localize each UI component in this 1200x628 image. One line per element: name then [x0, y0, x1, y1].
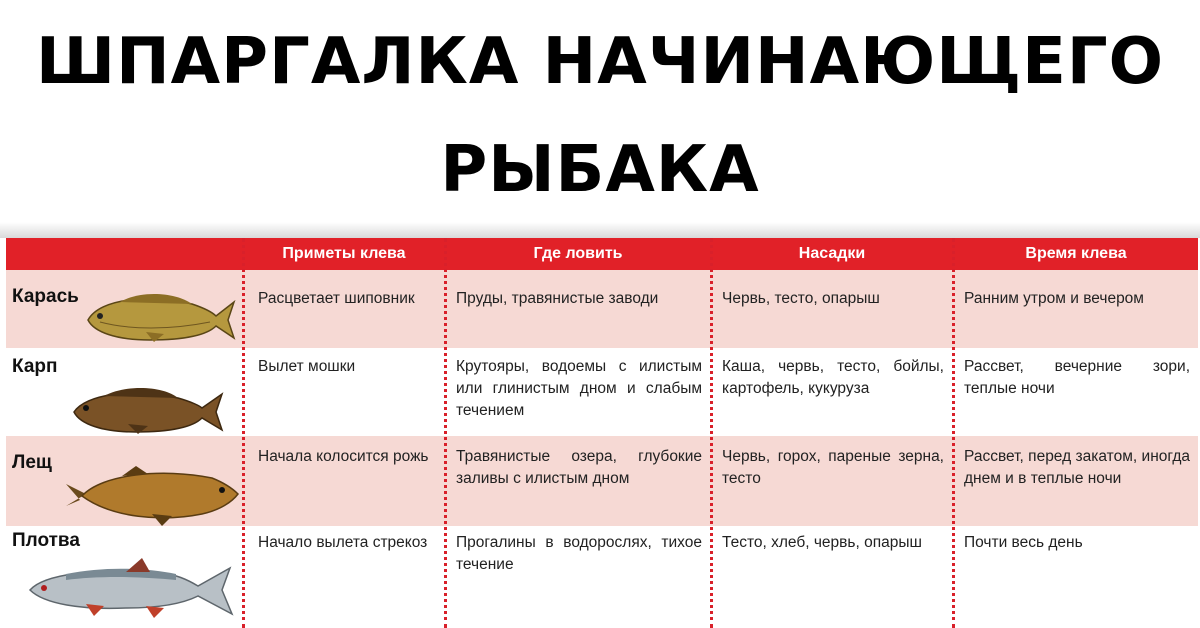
cell-bait: Червь, горох, пареные зерна, тесто: [722, 448, 944, 487]
table-row: [6, 348, 1198, 436]
divider-shadow: [0, 222, 1200, 238]
cell-time: Рассвет, перед закатом, иногда днем и в теплые ночи: [964, 448, 1190, 487]
cell-signs: Вылет мошки: [258, 358, 356, 375]
cell-where: Травянистые озера, глубокие заливы с илистым дном: [456, 448, 702, 487]
column-divider: [710, 238, 713, 628]
cell-where: Прогалины в водорослях, тихое течение: [456, 534, 702, 573]
cell-signs: Расцветает шиповник: [258, 290, 415, 307]
cell-signs: Начала колосится рожь: [258, 448, 429, 465]
cell-where: Пруды, травянистые заводи: [456, 290, 659, 307]
table-row: [6, 436, 1198, 526]
cell-bait: Червь, тесто, опарыш: [722, 290, 880, 307]
page-title-line1: ШПАРГАЛКА НАЧИНАЮЩЕГО: [36, 25, 1164, 99]
table-header: [6, 238, 1198, 270]
table-row: [6, 270, 1198, 348]
fishing-table: [6, 238, 1198, 628]
header-bait: Насадки: [798, 245, 866, 262]
header-signs: Приметы клева: [282, 245, 406, 262]
fish-name: Карп: [12, 356, 58, 377]
crucian-carp-image: [80, 292, 238, 344]
column-divider: [242, 238, 245, 628]
fish-name: Карась: [12, 286, 79, 307]
bream-image: [62, 464, 242, 526]
cell-time: Рассвет, вечерние зори, теплые ночи: [964, 358, 1190, 397]
cell-time: Почти весь день: [964, 534, 1083, 551]
header-time: Время клева: [1025, 245, 1127, 262]
roach-image: [26, 558, 236, 620]
cell-where: Крутояры, водоемы с илистым или глинистым дном и слабым течением: [456, 358, 702, 419]
column-divider: [444, 238, 447, 628]
cell-bait: Тесто, хлеб, червь, опарыш: [722, 534, 922, 551]
cell-time: Ранним утром и вечером: [964, 290, 1144, 307]
carp-image: [68, 386, 226, 434]
cell-bait: Каша, червь, тесто, бойлы, картофель, кукуруза: [722, 358, 944, 397]
cell-signs: Начало вылета стрекоз: [258, 534, 428, 551]
table-row: [6, 526, 1198, 628]
header-where: Где ловить: [533, 245, 623, 262]
column-divider: [952, 238, 955, 628]
page-title-line2: РЫБАКА: [440, 133, 760, 207]
fish-name: Лещ: [12, 452, 52, 473]
fish-name: Плотва: [12, 530, 80, 551]
